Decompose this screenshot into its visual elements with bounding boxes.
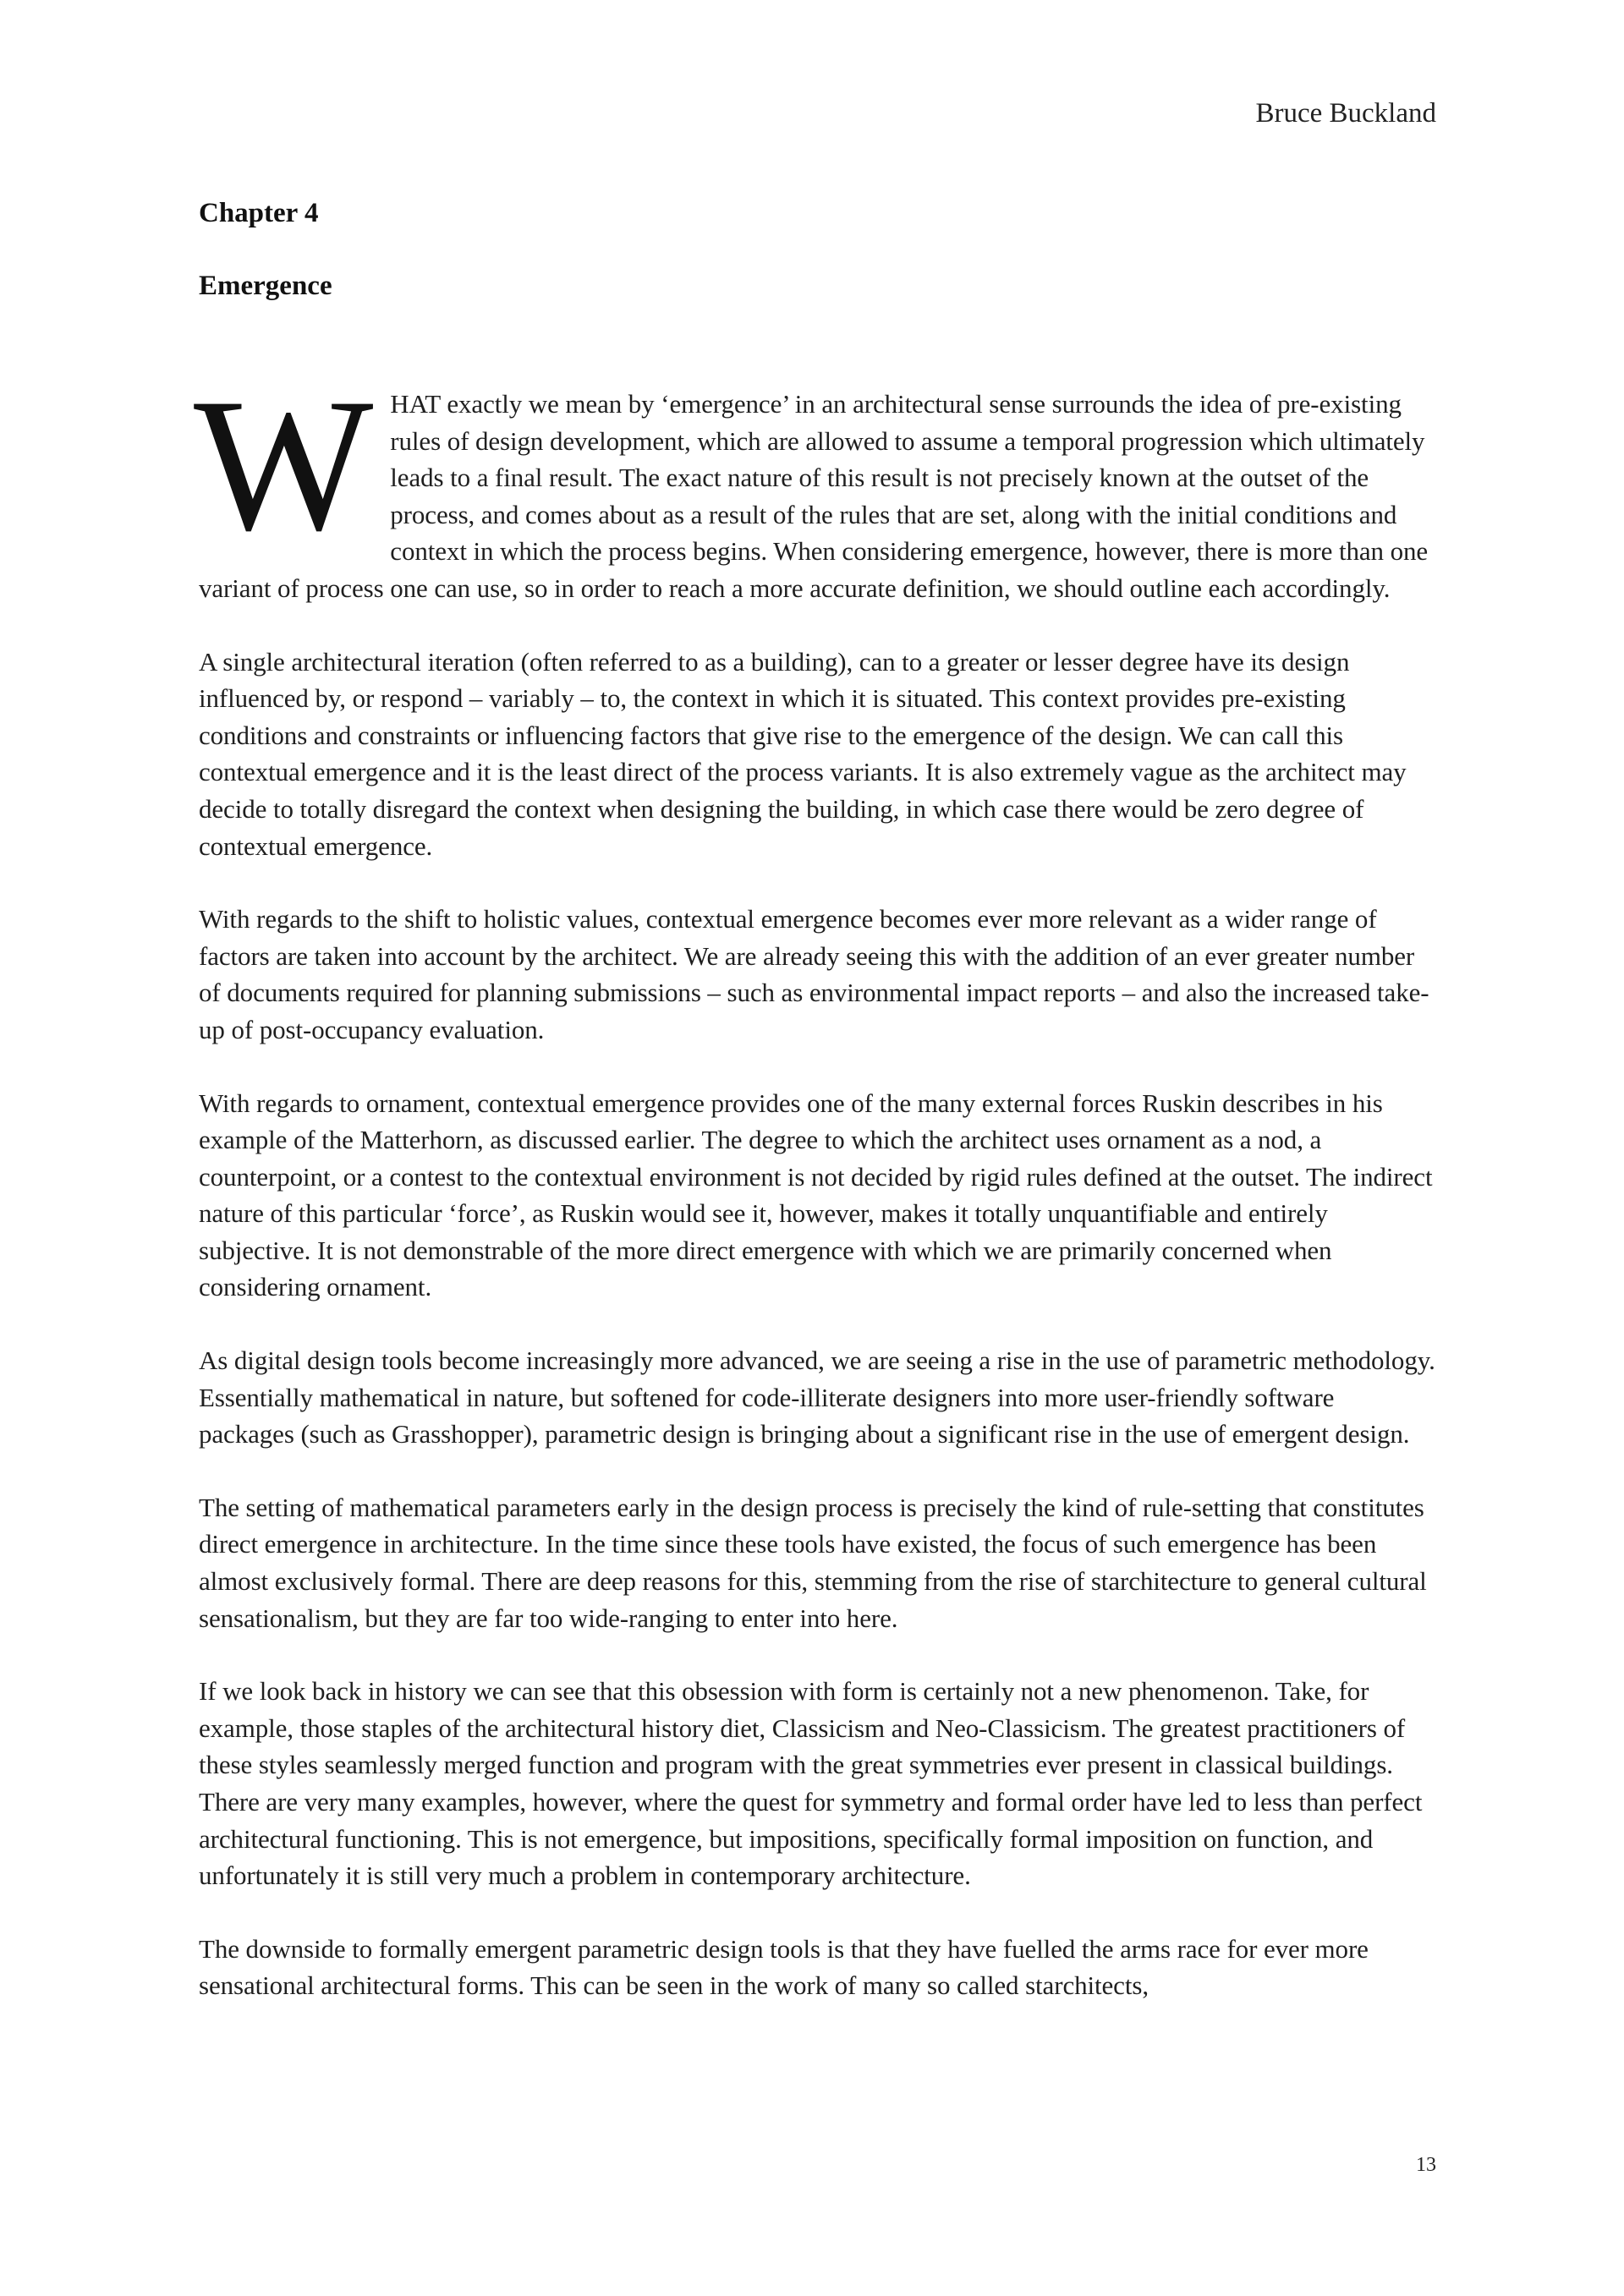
paragraph-7: If we look back in history we can see that this obsession with form is certainly not a new phenomenon. Take, for example, those staples of the architectural history diet, Classicism and Neo-Classicism. The greatest practitioners of these styles seamlessly merged function and program with the great symmetries ever present in classical buildings. There are very many examples, however, where the quest for symmetry and formal order have led to less than perfect architectural functioning. This is not emergence, but impositions, specifically formal imposition on function, and unfortunately it is still very much a problem in contemporary architecture.: [199, 1676, 1423, 1891]
page-body: [194, 195, 1435, 2041]
paragraph-3: With regards to the shift to holistic values, contextual emergence becomes ever more relevant as a wider range of factors are taken into account by the architect. We are already seeing this with the addition of an ever greater number of documents required for planning submissions – such as environmental impact reports – and also the increased take-up of post-occupancy evaluation.: [199, 904, 1429, 1044]
running-header-author: Bruce Buckland: [1255, 98, 1436, 129]
chapter-title: Emergence: [199, 271, 332, 301]
paragraph-4: With regards to ornament, contextual emergence provides one of the many external forces Ruskin describes in his example of the Matterhorn, as discussed earlier. The degree to which the architect uses ornament as a nod, a counterpoint, or a contest to the contextual environment is not decided by rigid rules defined at the outset. The indirect nature of this particular ‘force’, as Ruskin would see it, however, makes it totally unquantifiable and entirely subjective. It is not demonstrable of the more direct emergence with which we are primarily concerned when considering ornament.: [199, 1088, 1433, 1302]
paragraph-2: A single architectural iteration (often referred to as a building), can to a greater or lesser degree have its design influenced by, or respond – variably – to, the context in which it is situated. This context provides pre-existing conditions and constraints or influencing factors that give rise to the emergence of the design. We can call this contextual emergence and it is the least direct of the process variants. It is also extremely vague as the architect may decide to totally disregard the context when designing the building, in which case there would be zero degree of contextual emergence.: [199, 646, 1407, 861]
paragraph-6: The setting of mathematical parameters early in the design process is precisely the kind of rule-setting that constitutes direct emergence in architecture. In the time since these tools have existed, the focus of such emergence has been almost exclusively formal. There are deep reasons for this, stemming from the rise of starchitecture to general cultural sensationalism, but they are far too wide-ranging to enter into here.: [199, 1492, 1427, 1633]
paragraph-1: [194, 359, 1435, 607]
paragraph-1-text: HAT exactly we mean by ‘emergence’ in an architectural sense surrounds the idea of pre-existing rules of design development, which are allowed to assume a temporal progression which ultimately leads to a final result. The exact nature of this result is not precisely known at the outset of the process, and comes about as a result of the rules that are set, along with the initial conditions and context in which the process begins. When considering emergence, however, there is more than one variant of process one can use, so in order to reach a more accurate definition, we should outline each accordingly.: [199, 389, 1429, 603]
drop-cap-letter: W: [194, 359, 374, 570]
chapter-number: Chapter 4: [199, 198, 319, 228]
paragraph-5: As digital design tools become increasingly more advanced, we are seeing a rise in the use of parametric methodology. Essentially mathematical in nature, but softened for code-illiterate designers into more user-friendly software packages (such as Grasshopper), parametric design is bringing about a significant rise in the use of emergent design.: [199, 1345, 1435, 1449]
paragraph-8: The downside to formally emergent parametric design tools is that they have fuelled the arms race for ever more sensational architectural forms. This can be seen in the work of many so called starchitects,: [199, 1933, 1369, 2001]
page-number: 13: [1416, 2154, 1436, 2176]
